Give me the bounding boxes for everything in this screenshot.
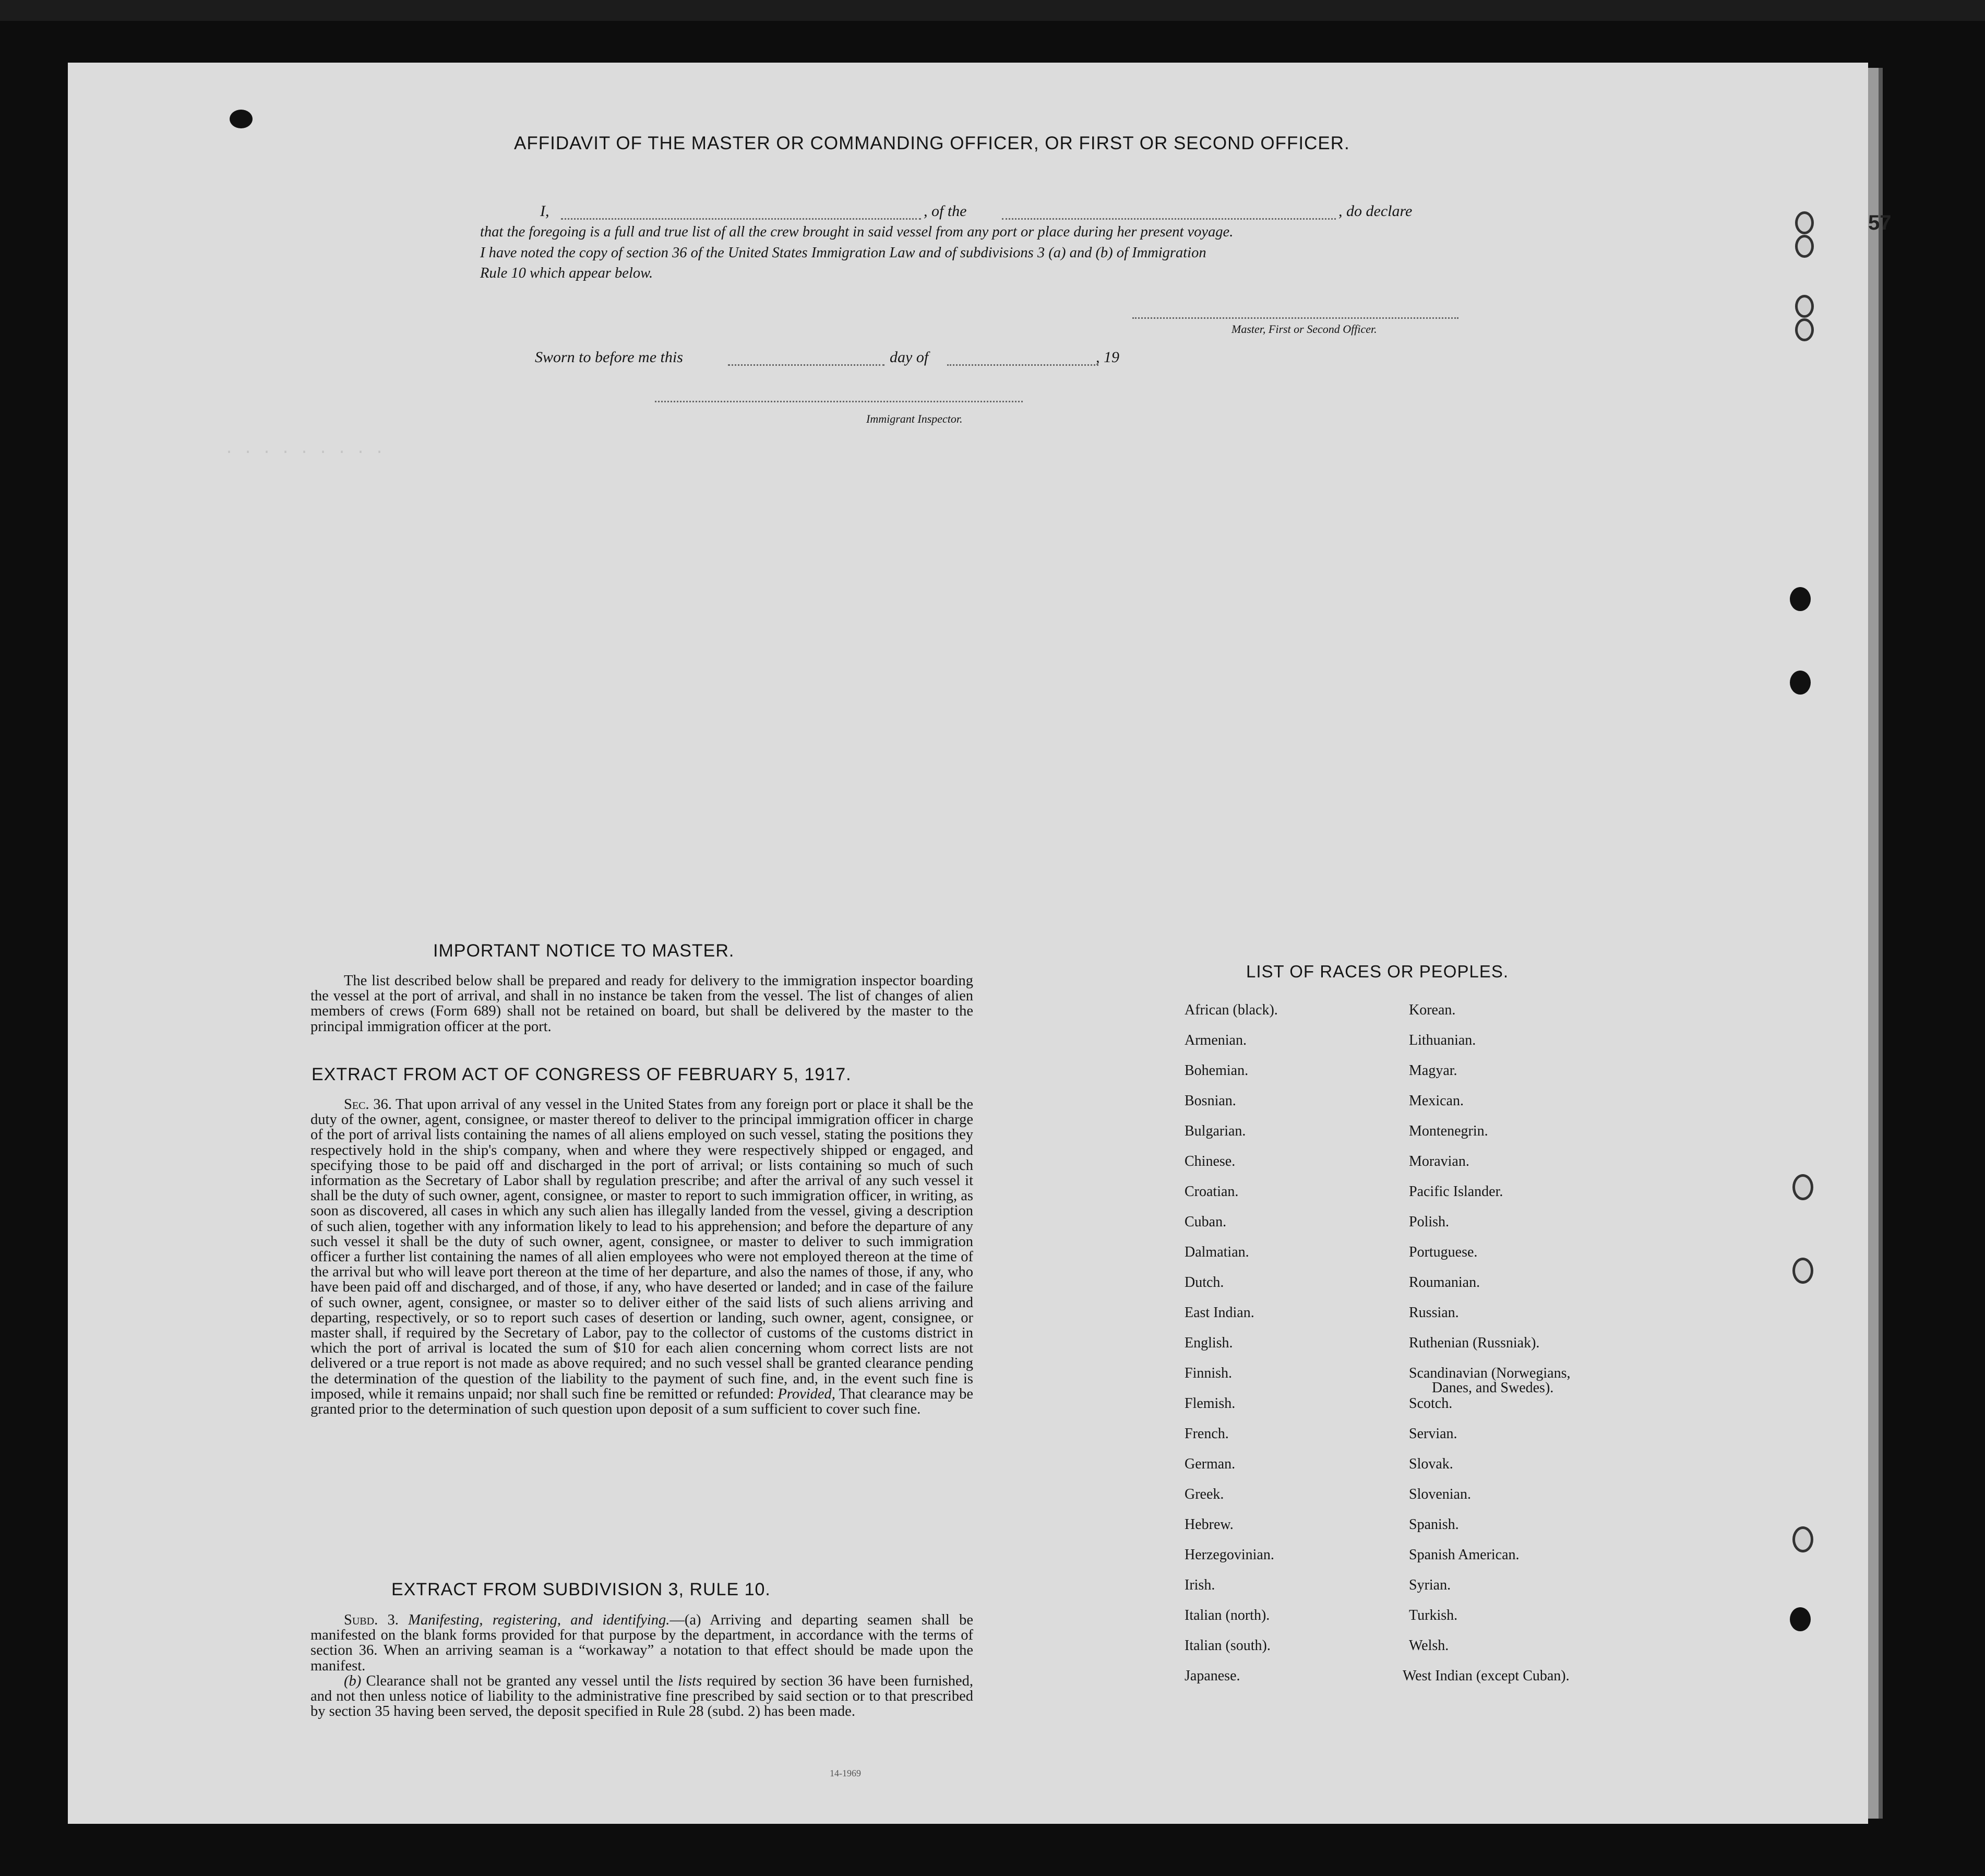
scanner-edge-top [0, 0, 1985, 21]
race-item: Finnish. [1185, 1365, 1233, 1381]
binder-hole [1790, 671, 1811, 695]
race-item: Scandinavian (Norwegians, [1409, 1365, 1571, 1381]
notice-body [310, 973, 973, 1034]
subd-label: Subd. 3. [344, 1612, 399, 1628]
affidavit-line-1: that the foregoing is a full and true list of all the crew brought in said vessel from any port or place during her present voyage. [480, 224, 1234, 240]
binder-ring [1792, 1258, 1813, 1284]
race-item: Chinese. [1185, 1153, 1236, 1169]
race-item: Japanese. [1185, 1668, 1240, 1684]
race-item: Bosnian. [1185, 1093, 1236, 1109]
race-item: Hebrew. [1185, 1516, 1234, 1533]
race-item: Turkish. [1409, 1607, 1458, 1623]
subd-b-label: (b) [344, 1672, 362, 1689]
punch-hole [230, 110, 253, 128]
binder-ring [1792, 1174, 1813, 1200]
race-item: Herzegovinian. [1185, 1547, 1274, 1563]
provided-word: Provided, [778, 1385, 835, 1402]
subd-para-b-lists: lists [678, 1672, 702, 1689]
race-item: Roumanian. [1409, 1274, 1480, 1291]
inspector-signature-line [655, 401, 1023, 402]
notice-paragraph: The list described below shall be prepared and ready for delivery to the immigration inspector boarding the vessel at the port of arrival, and shall in no instance be taken from the vessel. The list of changes of alien members of crews (Form 689) shall not be retained on board, but shall be delivered by the master to the principal immigration officer at the port. [310, 973, 973, 1035]
declare-of-the: , of the [924, 202, 967, 220]
race-item: Welsh. [1409, 1638, 1449, 1654]
race-item: Slovenian. [1409, 1486, 1471, 1502]
binder-ring [1795, 295, 1814, 318]
act-extract-body [310, 1097, 973, 1417]
race-item: West Indian (except Cuban). [1403, 1668, 1570, 1684]
race-item: Croatian. [1185, 1184, 1239, 1200]
race-item: Flemish. [1185, 1395, 1236, 1412]
race-item: Italian (south). [1185, 1638, 1271, 1654]
inspector-label: Immigrant Inspector. [866, 412, 963, 425]
form-number: 14-1969 [830, 1768, 861, 1778]
race-item: Cuban. [1185, 1214, 1227, 1230]
race-item: African (black). [1185, 1002, 1278, 1018]
race-item: Bulgarian. [1185, 1123, 1246, 1139]
subd-heading: Manifesting, registering, and identifying. [408, 1612, 670, 1628]
sworn-prefix: Sworn to before me this [535, 349, 683, 366]
race-item: Irish. [1185, 1577, 1215, 1593]
notice-title: IMPORTANT NOTICE TO MASTER. [433, 941, 735, 961]
race-item: Armenian. [1185, 1032, 1247, 1048]
race-item: French. [1185, 1426, 1229, 1442]
races-title: LIST OF RACES OR PEOPLES. [1246, 962, 1509, 981]
affidavit-line-2: I have noted the copy of section 36 of the United States Immigration Law and of subdivisions 3 (a) and (b) of Immigration [480, 245, 1206, 261]
subd-para-a: —(a) Arriving and departing seamen shall be manifested on the blank forms provided for that purpose by the department, in accordance with the terms of section 36. When an arriving seaman is a “workaway” a notation to that effect should be made upon the manifest. [310, 1612, 974, 1674]
binder-hole [1790, 1607, 1811, 1631]
master-signature-line [1132, 317, 1458, 319]
subd-para-b-post: required by section 36 have been furnished, and not then unless notice of liability to the administrative fine prescribed by said section or to that prescribed by section 35 having been served, the deposit specified in Rule 28 (subd. 2) has been made. [310, 1672, 974, 1720]
sworn-date-blank [728, 364, 884, 366]
master-signature-label: Master, First or Second Officer. [1231, 322, 1377, 336]
section-36-text: That upon arrival of any vessel in the United States from any foreign port or place it shall be the duty of the owner, agent, consignee, or master thereof to deliver to the principal immigration officer in charge of the port of arrival lists containing the names of all aliens employed on such vessel, stating the positions they respectively hold in the ship's company, when and where they were respectively shipped or engaged, and specifying those to be paid off and discharged in the port of arrival; or lists containing so much of such information as the Secretary of Labor shall by regulation prescribe; and after the arrival of any such vessel it shall be the duty of such owner, agent, consignee, or master to report to such immigration officer, in writing, as soon as discovered, all cases in which any such alien has illegally landed from the vessel, giving a description of such alien, together with any information likely to lead to his apprehension; and before the departure of any such vessel it shall be the duty of such owner, agent, consignee, or master to deliver to such immigration officer a further list containing the names of all alien employees who were not employed thereon at the time of the arrival but who will leave port thereon at the time of her departure, and also the names of those, if any, who have been paid off and discharged, and of those, if any, who have deserted or landed; and in case of the failure of such owner, agent, consignee, or master so to deliver either of the said lists of such aliens arriving and departing, respectively, or so to report such cases of desertion or landing, such owner, agent, consignee, or master shall, if required by the Secretary of Labor, pay to the collector of customs of the customs district in which the port of arrival is located the sum of $10 for each alien concerning whom correct lists are not delivered or a true report is not made as above required; and no such vessel shall be granted clearance pending the determination of the question of the liability to the payment of such fine, and, in the event such fine is imposed, while it remains unpaid; nor shall such fine be remitted or refunded: [310, 1096, 973, 1402]
binder-ring [1795, 318, 1814, 341]
race-item: East Indian. [1185, 1305, 1254, 1321]
vessel-blank [1002, 218, 1336, 220]
race-item: Bohemian. [1185, 1062, 1249, 1079]
race-item-continued: Danes, and Swedes). [1432, 1380, 1554, 1396]
race-item: Magyar. [1409, 1062, 1457, 1079]
rule-extract-title: EXTRACT FROM SUBDIVISION 3, RULE 10. [391, 1580, 771, 1599]
race-item: Greek. [1185, 1486, 1224, 1502]
race-item: Lithuanian. [1409, 1032, 1476, 1048]
binder-ring [1795, 211, 1814, 234]
declare-do-declare: , do declare [1338, 202, 1413, 220]
sworn-month-blank [947, 364, 1098, 366]
race-item: English. [1185, 1335, 1233, 1351]
binder-hole [1790, 587, 1811, 611]
race-item: Slovak. [1409, 1456, 1453, 1472]
section-36-end: That clearance may be granted prior to the determination of such question upon deposit of a sum sufficient to cover such fine. [310, 1385, 973, 1418]
race-item: Pacific Islander. [1409, 1184, 1503, 1200]
declare-i: I, [540, 202, 549, 220]
race-item: German. [1185, 1456, 1236, 1472]
bleed-through-text: · · · · · · · · · [224, 444, 385, 461]
race-item: Spanish. [1409, 1516, 1459, 1533]
race-item: Spanish American. [1409, 1547, 1520, 1563]
sworn-day-of: day of [890, 349, 929, 366]
race-item: Dutch. [1185, 1274, 1224, 1291]
document-page [68, 63, 1892, 1824]
section-label: Sec. 36. [344, 1096, 392, 1113]
race-item: Russian. [1409, 1305, 1459, 1321]
race-item: Scotch. [1409, 1395, 1453, 1412]
affidavit-title: AFFIDAVIT OF THE MASTER OR COMMANDING OFFICER, OR FIRST OR SECOND OFFICER. [514, 133, 1350, 153]
race-item: Italian (north). [1185, 1607, 1270, 1623]
page-number: 57 [1868, 211, 1892, 234]
race-item: Dalmatian. [1185, 1244, 1249, 1260]
race-item: Mexican. [1409, 1093, 1464, 1109]
race-item: Portuguese. [1409, 1244, 1478, 1260]
binder-ring [1792, 1526, 1813, 1552]
affidavit-line-3: Rule 10 which appear below. [480, 265, 653, 281]
rule-extract-body [310, 1612, 973, 1719]
race-item: Servian. [1409, 1426, 1457, 1442]
race-item: Moravian. [1409, 1153, 1469, 1169]
sworn-year: , 19 [1096, 349, 1119, 366]
race-item: Korean. [1409, 1002, 1456, 1018]
name-blank [561, 218, 921, 220]
race-item: Syrian. [1409, 1577, 1451, 1593]
race-item: Ruthenian (Russniak). [1409, 1335, 1540, 1351]
act-extract-title: EXTRACT FROM ACT OF CONGRESS OF FEBRUARY 5, 1917. [312, 1065, 852, 1084]
binder-ring [1795, 235, 1814, 258]
subd-para-b-pre: Clearance shall not be granted any vessel until the [366, 1672, 673, 1689]
race-item: Polish. [1409, 1214, 1450, 1230]
race-item: Montenegrin. [1409, 1123, 1488, 1139]
